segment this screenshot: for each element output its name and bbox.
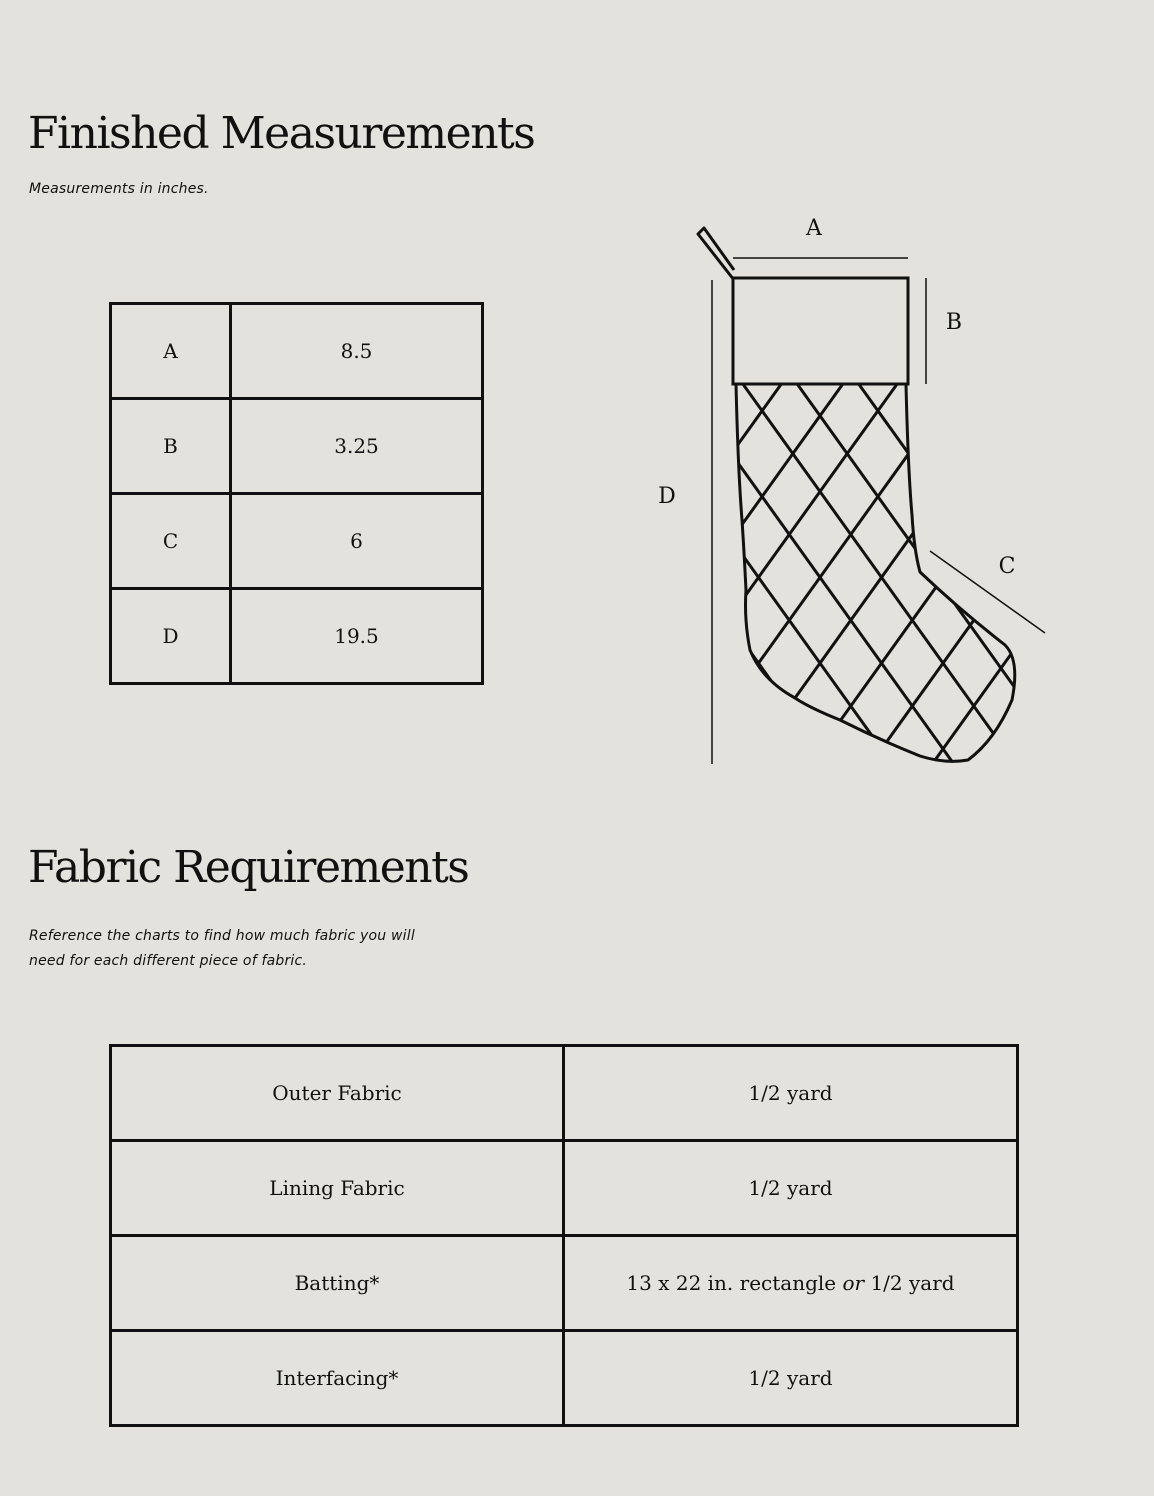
fabric-table: [109, 1044, 1019, 1427]
table-row: [111, 1236, 1018, 1331]
dimension-label-a: A: [806, 216, 822, 241]
fabric-name: Batting*: [111, 1236, 564, 1331]
fabric-name: Outer Fabric: [111, 1046, 564, 1141]
measurement-label: D: [111, 589, 231, 684]
lattice-pattern: [640, 270, 1060, 780]
dimension-label-b: B: [945, 310, 963, 335]
measurement-value: 8.5: [231, 304, 483, 399]
table-row: [111, 1331, 1018, 1426]
stocking-cuff: [733, 278, 908, 384]
table-row: [111, 1141, 1018, 1236]
table-row: [111, 494, 483, 589]
fabric-amount-or: or: [842, 1271, 865, 1295]
fabric-name: Interfacing*: [111, 1331, 564, 1426]
table-row: [111, 399, 483, 494]
table-row: [111, 304, 483, 399]
measurements-note: Measurements in inches.: [29, 181, 209, 197]
fabric-amount: 1/2 yard: [564, 1331, 1018, 1426]
fabric-name: Lining Fabric: [111, 1141, 564, 1236]
measurement-value: 6: [231, 494, 483, 589]
fabric-requirements-title: Fabric Requirements: [28, 842, 469, 893]
fabric-amount-part: 13 x 22 in. rectangle: [626, 1271, 843, 1295]
table-row: [111, 1046, 1018, 1141]
dimension-label-c: C: [998, 554, 1016, 579]
stocking-diagram: [640, 200, 1060, 780]
dimension-label-d: D: [658, 484, 676, 509]
fabric-amount: [564, 1236, 1018, 1331]
measurements-table: [109, 302, 484, 685]
measurement-label: B: [111, 399, 231, 494]
hanging-loop: [698, 228, 734, 280]
fabric-amount-part: 1/2 yard: [864, 1271, 955, 1295]
finished-measurements-title: Finished Measurements: [28, 108, 535, 159]
measurement-value: 3.25: [231, 399, 483, 494]
table-row: [111, 589, 483, 684]
fabric-amount: 1/2 yard: [564, 1046, 1018, 1141]
fabric-note: Reference the charts to find how much fabric you will need for each different piece of fabric.: [29, 928, 415, 969]
fabric-amount: 1/2 yard: [564, 1141, 1018, 1236]
measurement-value: 19.5: [231, 589, 483, 684]
dimension-line-c: [930, 551, 1045, 633]
measurement-label: C: [111, 494, 231, 589]
measurement-label: A: [111, 304, 231, 399]
